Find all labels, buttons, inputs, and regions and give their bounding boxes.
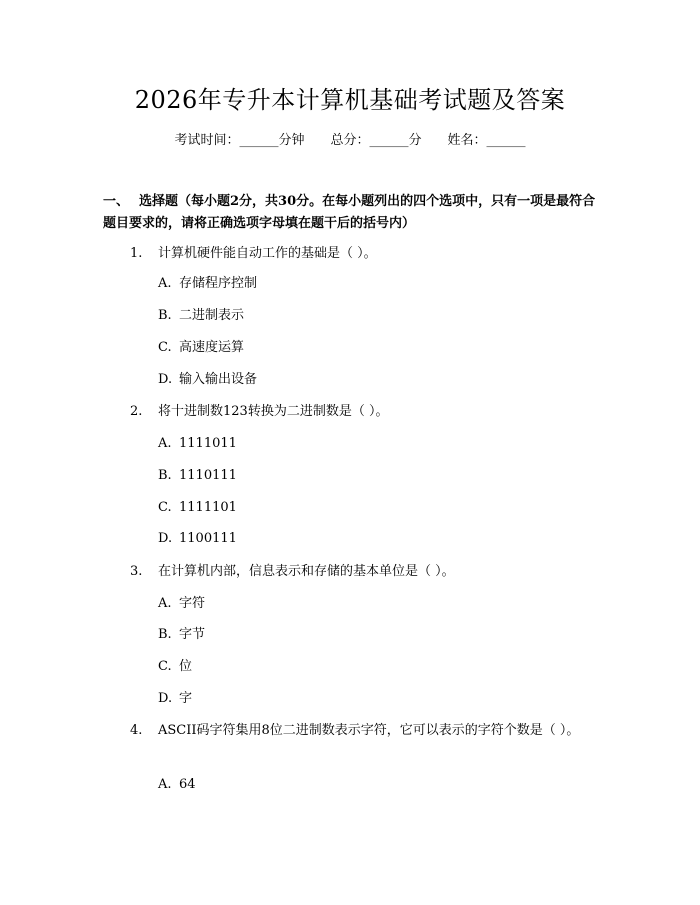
option-text: 1111101: [179, 500, 237, 515]
option-text: 64: [179, 777, 196, 792]
answer-option: [158, 467, 237, 485]
question-text: 计算机硬件能自动工作的基础是（ ）。: [158, 246, 377, 261]
option-letter: A.: [158, 596, 172, 611]
answer-option: [158, 776, 196, 794]
question-item: [103, 720, 583, 742]
option-letter: A.: [158, 276, 172, 291]
question-item: [130, 245, 377, 263]
section-heading: [103, 191, 603, 235]
section-number: 一、: [103, 194, 130, 209]
answer-option: [158, 595, 205, 613]
option-letter: D.: [158, 531, 173, 546]
option-letter: B.: [158, 468, 172, 483]
option-text: 存储程序控制: [179, 276, 258, 291]
option-text: 高速度运算: [179, 340, 245, 355]
option-text: 字符: [179, 596, 206, 611]
option-letter: C.: [158, 659, 172, 674]
option-letter: D.: [158, 691, 173, 706]
option-letter: C.: [158, 500, 172, 515]
answer-option: [158, 499, 237, 517]
question-text: 在计算机内部，信息表示和存储的基本单位是（ ）。: [158, 564, 455, 579]
question-item: [130, 563, 455, 581]
answer-option: [158, 530, 237, 548]
option-text: 字: [179, 691, 193, 706]
answer-option: [158, 658, 192, 676]
question-item: [130, 403, 388, 421]
answer-option: [158, 626, 205, 644]
option-text: 输入输出设备: [179, 372, 258, 387]
option-text: 1111011: [179, 436, 237, 451]
answer-option: [158, 371, 257, 389]
answer-option: [158, 435, 237, 453]
option-text: 二进制表示: [179, 308, 245, 323]
option-text: 字节: [179, 627, 206, 642]
page-title: 2026年专升本计算机基础考试题及答案: [134, 86, 566, 114]
question-number: 3.: [130, 564, 143, 579]
option-text: 1100111: [179, 531, 237, 546]
exam-time-field: 考试时间：______分钟: [174, 133, 305, 148]
question-number: 4.: [130, 723, 143, 738]
question-text: ASCII码字符集用8位二进制数表示字符，它可以表示的字符个数是（ ）。: [158, 723, 580, 738]
question-number: 1.: [130, 246, 143, 261]
option-letter: A.: [158, 436, 172, 451]
section-instructions: 选择题（每小题2分，共30分。在每小题列出的四个选项中，只有一项是最符合题目要求的，请将正确选项字母填在题干后的括号内）: [103, 194, 596, 231]
option-text: 位: [179, 659, 193, 674]
option-letter: B.: [158, 627, 172, 642]
question-text: 将十进制数123转换为二进制数是（ ）。: [158, 404, 389, 419]
option-letter: C.: [158, 340, 172, 355]
answer-option: [158, 339, 244, 357]
option-letter: B.: [158, 308, 172, 323]
answer-option: [158, 307, 244, 325]
option-letter: A.: [158, 777, 172, 792]
total-score-field: 总分：______分: [330, 133, 422, 148]
answer-option: [158, 275, 257, 293]
student-name-field: 姓名：______: [447, 133, 526, 148]
option-text: 1110111: [179, 468, 237, 483]
answer-option: [158, 690, 192, 708]
question-number: 2.: [130, 404, 143, 419]
option-letter: D.: [158, 372, 173, 387]
exam-info-line: [0, 132, 700, 150]
